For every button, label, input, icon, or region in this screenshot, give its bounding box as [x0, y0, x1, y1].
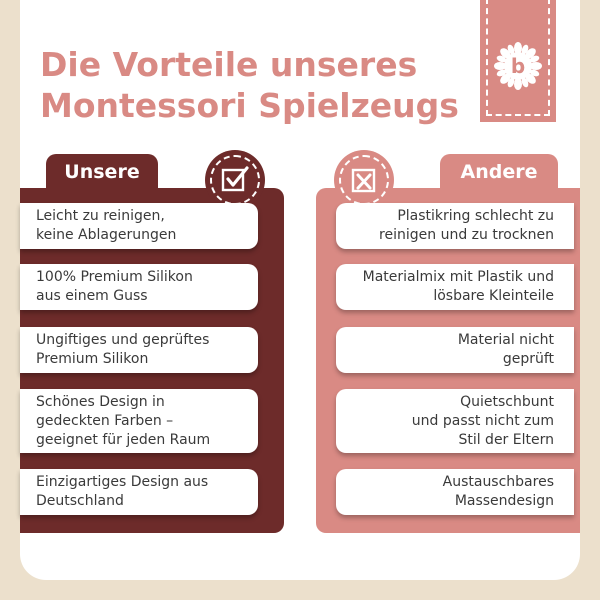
- item-text: Deutschland: [36, 493, 124, 509]
- item-text: aus einem Guss: [36, 288, 148, 304]
- logo-letter: b: [510, 54, 526, 78]
- tab-unsere: Unsere: [46, 154, 158, 190]
- andere-item-3: [336, 327, 574, 373]
- checkbox-crossed-icon: [349, 165, 379, 195]
- unsere-item-5: [20, 469, 258, 515]
- item-text: Material nicht: [457, 332, 554, 348]
- item-text: und passt nicht zum: [411, 412, 554, 429]
- item-text: geeignet für jeden Raum: [36, 431, 211, 448]
- unsere-item-3: [20, 327, 258, 373]
- page-title: [40, 44, 460, 126]
- title-line-2: Montessori Spielzeugs: [40, 86, 459, 125]
- item-text: reinigen und zu trocknen: [379, 227, 554, 243]
- item-text: Massendesign: [454, 493, 554, 509]
- title-line-1: Die Vorteile unseres: [40, 45, 418, 84]
- item-text: 100% Premium Silikon: [36, 269, 193, 285]
- brand-bookmark: [480, 0, 556, 122]
- item-text: Materialmix mit Plastik und: [362, 269, 554, 285]
- item-text: gedeckten Farben –: [36, 412, 174, 429]
- item-text: Schönes Design in: [36, 393, 165, 410]
- unsere-item-2: [20, 264, 258, 310]
- andere-item-2: [336, 264, 574, 310]
- tab-andere: Andere: [440, 154, 558, 190]
- item-text: Einzigartiges Design aus: [36, 474, 209, 490]
- item-text: Premium Silikon: [36, 351, 149, 367]
- andere-item-5: [336, 469, 574, 515]
- unsere-item-4: [20, 389, 258, 453]
- item-text: Ungiftiges und geprüftes: [36, 332, 210, 348]
- item-text: geprüft: [502, 351, 554, 367]
- checkbox-checked-icon: [220, 165, 250, 195]
- andere-item-4: [336, 389, 574, 453]
- check-badge: [205, 150, 265, 210]
- item-text: lösbare Kleinteile: [433, 288, 554, 304]
- cross-badge: [334, 150, 394, 210]
- brand-logo-icon: [494, 42, 542, 94]
- item-text: Plastikring schlecht zu: [397, 208, 554, 224]
- andere-item-1: [336, 203, 574, 249]
- item-text: Leicht zu reinigen,: [36, 208, 165, 224]
- unsere-item-1: [20, 203, 258, 249]
- item-text: keine Ablagerungen: [36, 227, 177, 243]
- item-text: Austauschbares: [442, 474, 554, 490]
- item-text: Stil der Eltern: [458, 431, 554, 448]
- item-text: Quietschbunt: [460, 393, 554, 410]
